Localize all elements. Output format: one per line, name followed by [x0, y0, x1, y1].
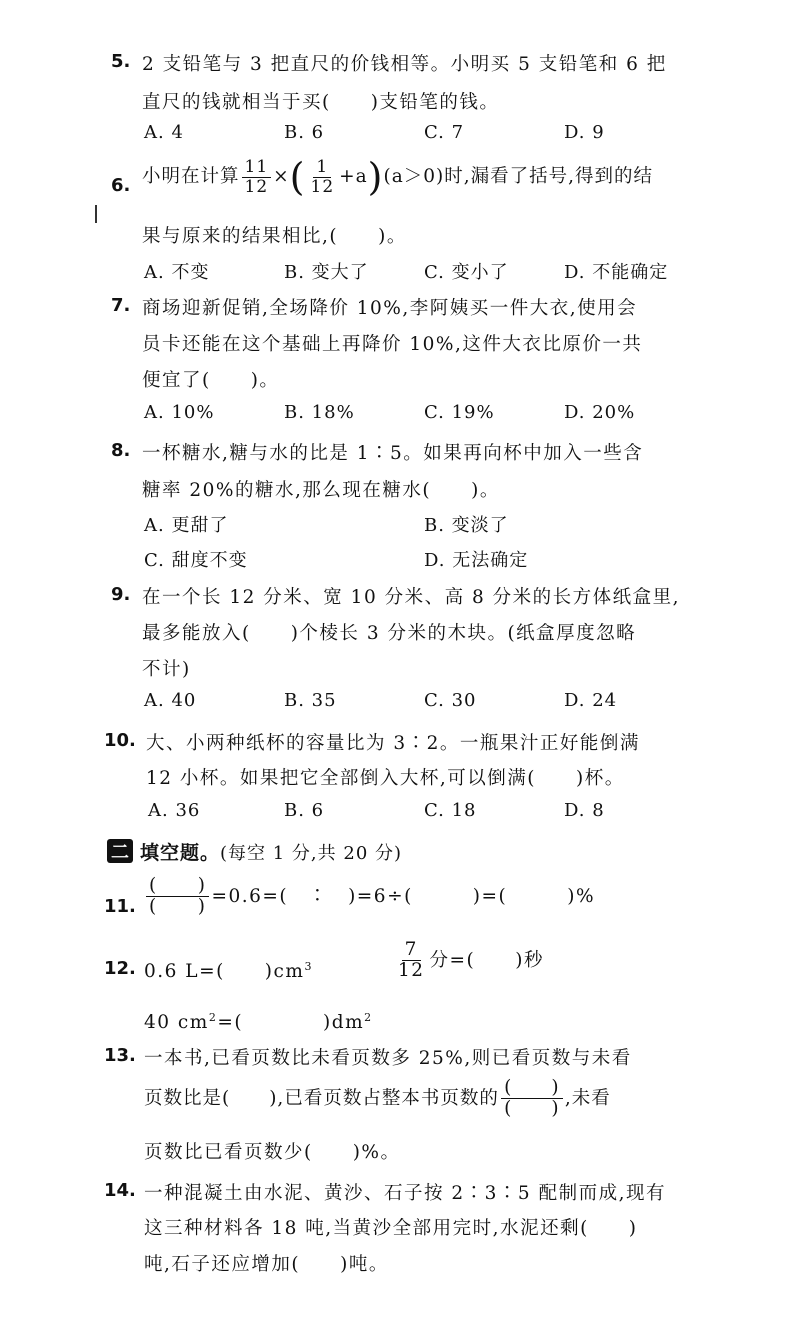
fraction-denominator: 12	[244, 176, 269, 197]
question-text	[144, 957, 313, 983]
question-text: 一种混凝土由水泥、黄沙、石子按 2∶3∶5 配制而成,现有	[144, 1183, 666, 1204]
question-text	[142, 155, 653, 200]
question-text: 果与原来的结果相比,( )。	[142, 226, 407, 247]
question-number: 6.	[111, 175, 131, 196]
question-text: 最多能放入( )个棱长 3 分米的木块。(纸盒厚度忽略	[142, 623, 637, 644]
question-number: 7.	[111, 295, 131, 316]
fraction-numerator: 7	[402, 940, 421, 961]
question-text: 这三种材料各 18 吨,当黄沙全部用完时,水泥还剩( )	[144, 1218, 638, 1239]
question-number: 14.	[104, 1180, 136, 1201]
option-c: C. 18	[424, 800, 477, 821]
fraction-numerator: ( )	[146, 876, 209, 897]
fraction-denominator: ( )	[504, 1098, 560, 1120]
question-text: 糖率 20%的糖水,那么现在糖水( )。	[142, 480, 500, 501]
option-d: D. 24	[564, 690, 618, 711]
right-paren: )	[367, 155, 384, 200]
question-number: 10.	[104, 730, 136, 751]
question-number: 11.	[104, 896, 136, 917]
option-b: B. 18%	[284, 402, 355, 423]
question-text-part: 页数比是( ),已看页数占整本书页数的	[144, 1087, 499, 1109]
question-number: 8.	[111, 440, 131, 461]
option-d: D. 无法确定	[424, 550, 529, 571]
superscript: 3	[304, 959, 313, 973]
question-number: 5.	[111, 51, 131, 72]
option-b: B. 6	[284, 800, 325, 821]
option-b: B. 6	[284, 122, 325, 143]
margin-mark	[95, 205, 97, 223]
option-c: C. 甜度不变	[144, 550, 248, 571]
question-text: 12 小杯。如果把它全部倒入大杯,可以倒满( )杯。	[146, 768, 625, 789]
question-number: 13.	[104, 1045, 136, 1066]
blank-fraction	[501, 1078, 563, 1120]
option-a: A. 40	[144, 690, 197, 711]
fraction-numerator: 11	[242, 158, 272, 178]
left-paren: (	[289, 155, 306, 200]
option-d: D. 9	[564, 122, 605, 143]
option-a: A. 不变	[144, 262, 210, 283]
equation-text: =0.6=( ∶ )=6÷( )=( )%	[211, 885, 596, 907]
fraction-numerator: ( )	[501, 1078, 563, 1099]
section-title	[140, 838, 402, 865]
question-text	[144, 1008, 373, 1034]
fraction-denominator: 12	[310, 176, 335, 197]
question-text: 不计)	[142, 659, 191, 680]
option-a: A. 更甜了	[144, 515, 229, 536]
question-text: 直尺的钱就相当于买( )支铅笔的钱。	[142, 92, 500, 113]
fraction-numerator: 1	[313, 158, 331, 178]
question-text: 便宜了( )。	[142, 370, 280, 391]
question-text: 员卡还能在这个基础上再降价 10%,这件大衣比原价一共	[142, 334, 643, 355]
question-text: 一杯糖水,糖与水的比是 1∶5。如果再向杯中加入一些含	[142, 443, 644, 464]
fraction	[242, 158, 272, 196]
option-d: D. 8	[564, 800, 605, 821]
superscript: 2	[364, 1010, 373, 1024]
option-a: A. 4	[144, 122, 184, 143]
area-conversion: =( )dm	[217, 1012, 365, 1033]
section-title-text: 填空题。	[140, 842, 221, 864]
section-points: (每空 1 分,共 20 分)	[220, 843, 403, 864]
fraction	[308, 158, 338, 196]
question-text: 吨,石子还应增加( )吨。	[144, 1254, 389, 1275]
question-text-prefix: 小明在计算	[142, 166, 240, 188]
blank-fraction	[146, 876, 209, 918]
option-a: A. 10%	[144, 402, 215, 423]
fraction	[395, 940, 428, 982]
question-text: 在一个长 12 分米、宽 10 分米、高 8 分米的长方体纸盒里,	[142, 587, 681, 608]
option-d: D. 20%	[564, 402, 636, 423]
fraction-denominator: 12	[398, 960, 425, 982]
superscript: 2	[208, 1010, 218, 1024]
condition-text: (a＞0)时,漏看了括号,得到的结	[383, 166, 653, 188]
area-value: 40 cm	[144, 1012, 209, 1033]
question-text	[393, 940, 544, 982]
option-a: A. 36	[148, 800, 201, 821]
question-text: 一本书,已看页数比未看页数多 25%,则已看页数与未看	[144, 1048, 632, 1069]
question-text	[144, 1078, 611, 1120]
option-c: C. 19%	[424, 402, 495, 423]
option-b: B. 变淡了	[424, 515, 509, 536]
question-text: 2 支铅笔与 3 把直尺的价钱相等。小明买 5 支铅笔和 6 把	[142, 54, 667, 75]
question-text: 大、小两种纸杯的容量比为 3∶2。一瓶果汁正好能倒满	[146, 733, 640, 754]
question-text: 商场迎新促销,全场降价 10%,李阿姨买一件大衣,使用会	[142, 298, 638, 319]
option-c: C. 30	[424, 690, 477, 711]
time-conversion: 分=( )秒	[429, 949, 544, 971]
question-text-part: ,未看	[564, 1087, 611, 1109]
volume-conversion: 0.6 L=( )cm	[144, 961, 305, 982]
option-b: B. 35	[284, 690, 337, 711]
question-number: 9.	[111, 584, 131, 605]
section-number-badge: 二	[107, 839, 133, 863]
option-c: C. 变小了	[424, 262, 509, 283]
question-text: 页数比已看页数少( )%。	[144, 1142, 401, 1163]
question-text	[144, 876, 595, 918]
option-d: D. 不能确定	[564, 262, 669, 283]
times-sign: ×	[273, 166, 290, 188]
fraction-denominator: ( )	[149, 896, 207, 918]
option-b: B. 变大了	[284, 262, 369, 283]
question-number: 12.	[104, 958, 136, 979]
plus-a: +a	[339, 166, 368, 188]
option-c: C. 7	[424, 122, 465, 143]
